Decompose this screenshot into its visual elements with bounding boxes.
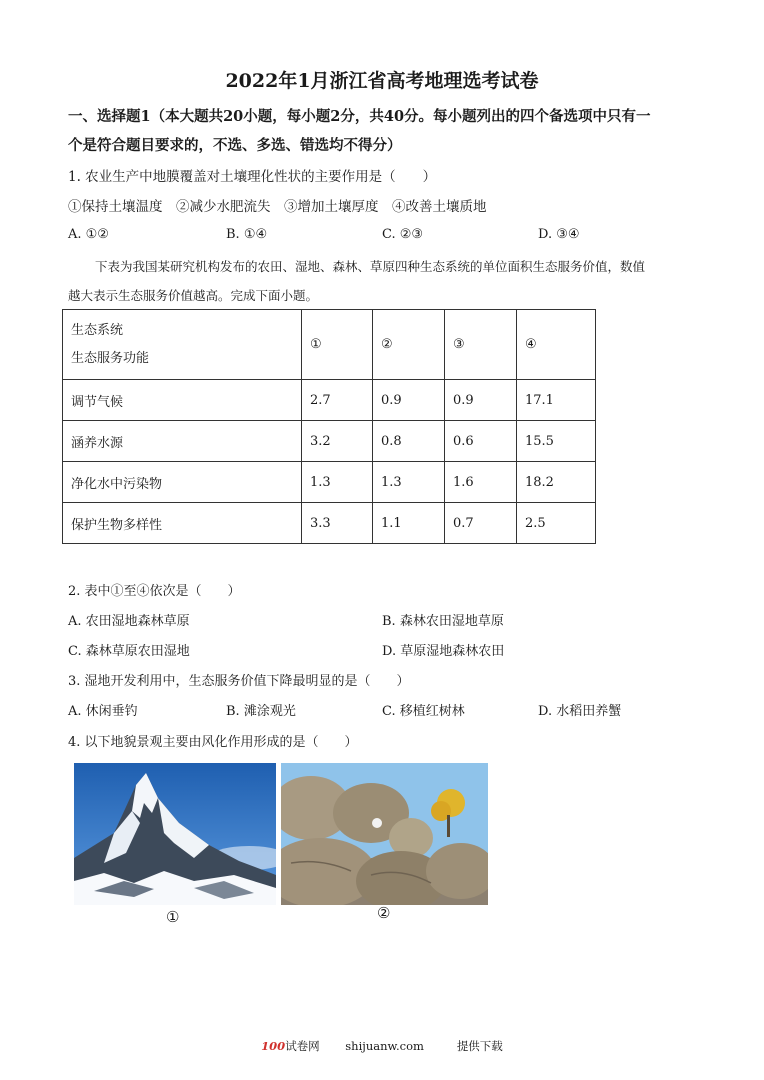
- table-cell: 3.2: [302, 421, 373, 462]
- question-1-option-c: C. ②③: [382, 227, 424, 242]
- table-cell: 0.6: [445, 421, 517, 462]
- table-cell: 2.5: [517, 503, 596, 544]
- mountain-peak-image: [74, 763, 276, 905]
- question-3-option-a: A. 休闲垂钓: [68, 704, 138, 719]
- footer: [0, 1038, 764, 1054]
- boulders-photo: [281, 763, 488, 905]
- question-1-option-a: A. ①②: [68, 227, 109, 242]
- mountain-peak-photo: [74, 763, 276, 905]
- question-1-items: ①保持土壤温度 ②减少水肥流失 ③增加土壤厚度 ④改善土壤质地: [68, 199, 487, 215]
- table-cell: 17.1: [517, 380, 596, 421]
- table-cell: 0.8: [373, 421, 445, 462]
- page-title: 2022年1月浙江省高考地理选考试卷: [225, 70, 539, 92]
- photo-caption-2: ②: [377, 904, 391, 922]
- table-cell: 0.9: [373, 380, 445, 421]
- site-domain: shijuanw.com: [345, 1039, 424, 1053]
- column-header: ③: [445, 310, 517, 380]
- question-1-option-d: D. ③④: [538, 227, 580, 242]
- question-3-option-c: C. 移植红树林: [382, 704, 465, 719]
- table-row: [63, 380, 596, 421]
- intro-line2: 越大表示生态服务价值越高。完成下面小题。: [68, 288, 319, 303]
- table-cell: 2.7: [302, 380, 373, 421]
- question-2-stem: 2. 表中①至④依次是（ ）: [68, 584, 241, 599]
- table-row: [63, 462, 596, 503]
- row-label: 保护生物多样性: [63, 503, 302, 544]
- question-3-stem: 3. 湿地开发利用中，生态服务价值下降最明显的是（ ）: [68, 674, 410, 689]
- photo-caption-1: ①: [166, 908, 180, 926]
- table-cell: 3.3: [302, 503, 373, 544]
- table-header-row: [63, 310, 596, 380]
- site-logo: 100: [261, 1039, 286, 1053]
- table-cell: 15.5: [517, 421, 596, 462]
- question-2-option-c: C. 森林草原农田湿地: [68, 644, 190, 659]
- question-3-option-b: B. 滩涂观光: [226, 704, 296, 719]
- question-4-stem: 4. 以下地貌景观主要由风化作用形成的是（ ）: [68, 735, 358, 750]
- column-header: ②: [373, 310, 445, 380]
- table-header-cell: [63, 310, 302, 380]
- question-1-stem: 1. 农业生产中地膜覆盖对土壤理化性状的主要作用是（ ）: [68, 169, 437, 185]
- question-3-option-d: D. 水稻田养蟹: [538, 704, 622, 719]
- table-cell: 1.1: [373, 503, 445, 544]
- site-name: 试卷网: [285, 1039, 320, 1053]
- column-header: ④: [517, 310, 596, 380]
- column-header: ①: [302, 310, 373, 380]
- table-cell: 18.2: [517, 462, 596, 503]
- question-1-option-b: B. ①④: [226, 227, 268, 242]
- table-cell: 0.9: [445, 380, 517, 421]
- table-header-line2: 生态服务功能: [71, 350, 150, 366]
- boulders-image: [281, 763, 488, 905]
- intro-line1: 下表为我国某研究机构发布的农田、湿地、森林、草原四种生态系统的单位面积生态服务价值，数值: [95, 259, 646, 274]
- question-2-option-b: B. 森林农田湿地草原: [382, 614, 504, 629]
- ecosystem-table: [62, 309, 596, 544]
- section-heading-line1: 一、选择题1（本大题共20小题，每小题2分，共40分。每小题列出的四个备选项中只有一: [68, 108, 651, 125]
- row-label: 调节气候: [63, 380, 302, 421]
- table-cell: 0.7: [445, 503, 517, 544]
- question-2-option-a: A. 农田湿地森林草原: [68, 614, 190, 629]
- table-row: [63, 421, 596, 462]
- table-cell: 1.3: [373, 462, 445, 503]
- table-header-line1: 生态系统: [71, 322, 124, 338]
- row-label: 涵养水源: [63, 421, 302, 462]
- section-heading-line2: 个是符合题目要求的，不选、多选、错选均不得分）: [68, 137, 402, 154]
- row-label: 净化水中污染物: [63, 462, 302, 503]
- download-note: 提供下载: [456, 1039, 503, 1053]
- question-2-option-d: D. 草原湿地森林农田: [382, 644, 505, 659]
- table-cell: 1.6: [445, 462, 517, 503]
- table-cell: 1.3: [302, 462, 373, 503]
- table-row: [63, 503, 596, 544]
